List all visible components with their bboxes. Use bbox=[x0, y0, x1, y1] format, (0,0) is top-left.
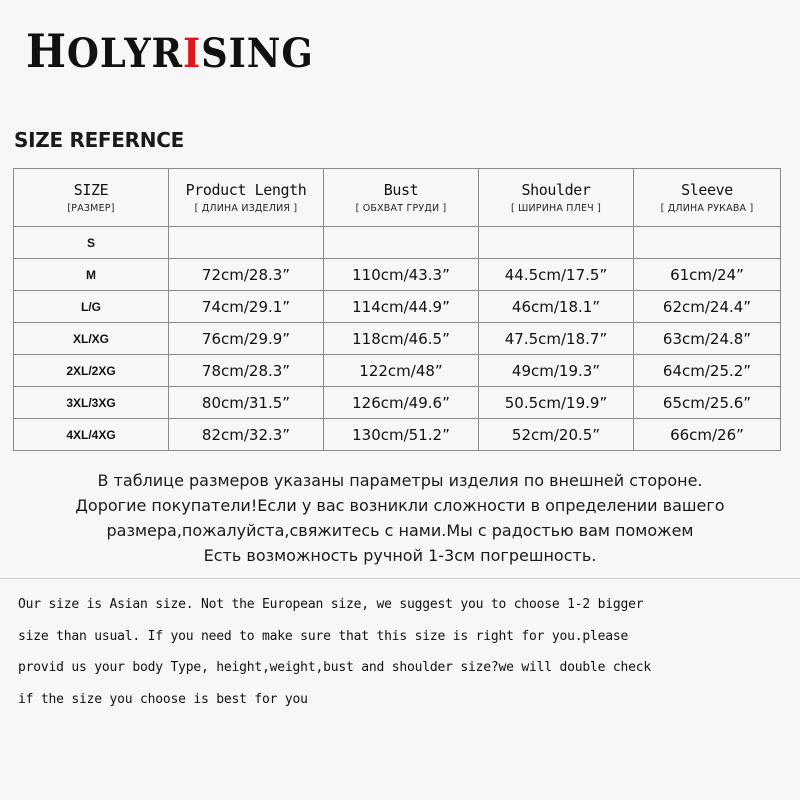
sleeve-cell: 66cm/26” bbox=[634, 419, 781, 451]
table-row bbox=[14, 419, 781, 451]
note-line: размера,пожалуйста,свяжитесь с нами.Мы с радостью вам поможем bbox=[106, 521, 694, 540]
length-cell: 74cm/29.1” bbox=[169, 291, 324, 323]
sleeve-cell: 65cm/25.6” bbox=[634, 387, 781, 419]
brand-part-1: OLYR bbox=[66, 30, 184, 77]
sleeve-cell: 61cm/24” bbox=[634, 259, 781, 291]
header-label: Bust bbox=[383, 181, 419, 199]
length-cell: 80cm/31.5” bbox=[169, 387, 324, 419]
shoulder-cell: 47.5cm/18.7” bbox=[479, 323, 634, 355]
english-size-note bbox=[18, 589, 793, 715]
size-cell: L/G bbox=[14, 291, 169, 323]
note-line: if the size you choose is best for you bbox=[18, 691, 308, 707]
length-cell: 76cm/29.9” bbox=[169, 323, 324, 355]
table-row bbox=[14, 387, 781, 419]
note-line: Есть возможность ручной 1-3см погрешность. bbox=[203, 546, 597, 565]
header-sublabel: [ ШИРИНА ПЛЕЧ ] bbox=[510, 203, 602, 214]
note-line: provid us your body Type, height,weight,bust and shoulder size?we will double check bbox=[18, 660, 652, 675]
table-header-row bbox=[14, 169, 781, 227]
table-row bbox=[14, 259, 781, 291]
bust-cell: 110cm/43.3” bbox=[324, 259, 479, 291]
header-sublabel: [РАЗМЕР] bbox=[67, 203, 115, 214]
brand-initial: H bbox=[26, 24, 67, 78]
bust-cell: 118cm/46.5” bbox=[324, 323, 479, 355]
header-product-length bbox=[169, 169, 324, 227]
russian-size-note bbox=[0, 468, 800, 568]
shoulder-cell: 52cm/20.5” bbox=[479, 419, 634, 451]
bust-cell: 114cm/44.9” bbox=[324, 291, 479, 323]
section-title: SIZE REFERNCE bbox=[14, 128, 184, 152]
header-label: Sleeve bbox=[681, 181, 733, 199]
table-row bbox=[14, 323, 781, 355]
header-shoulder bbox=[479, 169, 634, 227]
size-cell: S bbox=[14, 227, 169, 259]
size-cell: 2XL/2XG bbox=[14, 355, 169, 387]
header-sleeve bbox=[634, 169, 781, 227]
table-row bbox=[14, 291, 781, 323]
header-label: Shoulder bbox=[521, 181, 591, 199]
header-label: SIZE bbox=[73, 181, 109, 199]
table-row bbox=[14, 355, 781, 387]
size-chart-table bbox=[13, 168, 781, 451]
brand-logo bbox=[26, 24, 314, 78]
sleeve-cell: 62cm/24.4” bbox=[634, 291, 781, 323]
shoulder-cell bbox=[479, 227, 634, 259]
note-line: Our size is Asian size. Not the European size, we suggest you to choose 1-2 bigger bbox=[18, 597, 644, 612]
size-cell: 4XL/4XG bbox=[14, 419, 169, 451]
table-row bbox=[14, 227, 781, 259]
length-cell: 72cm/28.3” bbox=[169, 259, 324, 291]
sleeve-cell: 64cm/25.2” bbox=[634, 355, 781, 387]
note-line: size than usual. If you need to make sure that this size is right for you.please bbox=[18, 628, 629, 644]
header-label: Product Length bbox=[185, 181, 307, 199]
shoulder-cell: 46cm/18.1” bbox=[479, 291, 634, 323]
brand-highlight: I bbox=[183, 30, 202, 77]
size-cell: 3XL/3XG bbox=[14, 387, 169, 419]
header-bust bbox=[324, 169, 479, 227]
header-size bbox=[14, 169, 169, 227]
header-sublabel: [ ДЛИНА ИЗДЕЛИЯ ] bbox=[194, 203, 298, 214]
shoulder-cell: 44.5cm/17.5” bbox=[479, 259, 634, 291]
sleeve-cell: 63cm/24.8” bbox=[634, 323, 781, 355]
note-line: В таблице размеров указаны параметры изделия по внешней стороне. bbox=[97, 471, 703, 490]
note-line: Дорогие покупатели!Если у вас возникли сложности в определении вашего bbox=[75, 496, 725, 515]
size-cell: XL/XG bbox=[14, 323, 169, 355]
length-cell bbox=[169, 227, 324, 259]
bust-cell bbox=[324, 227, 479, 259]
divider bbox=[0, 578, 800, 579]
length-cell: 82cm/32.3” bbox=[169, 419, 324, 451]
bust-cell: 130cm/51.2” bbox=[324, 419, 479, 451]
header-sublabel: [ ДЛИНА РУКАВА ] bbox=[660, 203, 754, 214]
shoulder-cell: 50.5cm/19.9” bbox=[479, 387, 634, 419]
shoulder-cell: 49cm/19.3” bbox=[479, 355, 634, 387]
size-cell: M bbox=[14, 259, 169, 291]
brand-part-2: SING bbox=[201, 30, 314, 77]
bust-cell: 122cm/48” bbox=[324, 355, 479, 387]
header-sublabel: [ ОБХВАТ ГРУДИ ] bbox=[355, 203, 447, 214]
sleeve-cell bbox=[634, 227, 781, 259]
bust-cell: 126cm/49.6” bbox=[324, 387, 479, 419]
length-cell: 78cm/28.3” bbox=[169, 355, 324, 387]
